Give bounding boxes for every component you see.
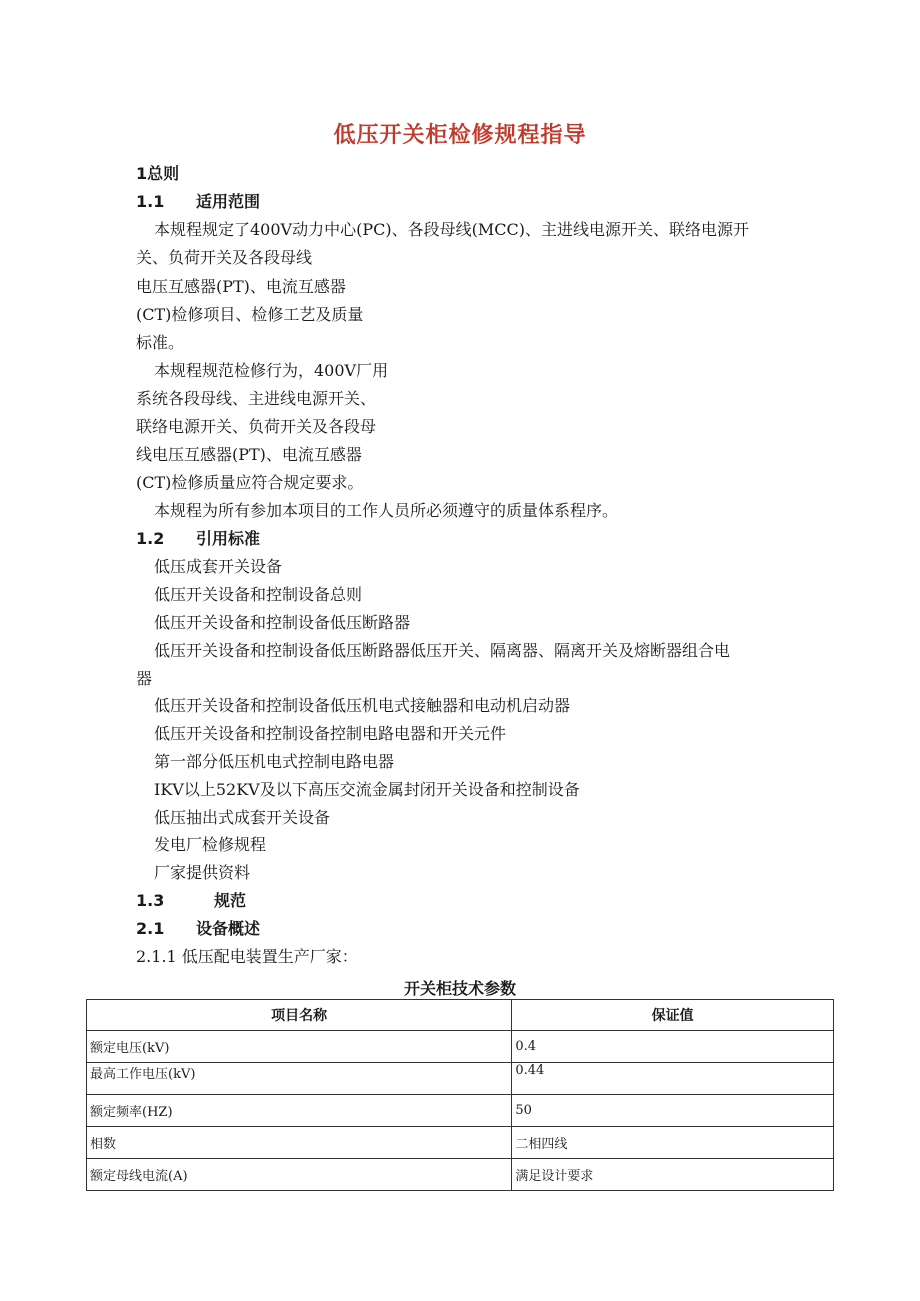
table-cell: 最高工作电压(kV) [87, 1063, 512, 1095]
section-label: 引用标准 [196, 529, 261, 548]
document-title: 低压开关柜检修规程指导 [333, 123, 587, 148]
standard-item: 低压开关设备和控制设备低压机电式接触器和电动机启动器 [154, 696, 571, 715]
table-row [87, 1127, 834, 1159]
scope-line: 线电压互感器(PT)、电流互感器 [136, 445, 362, 464]
table-cell: 50 [512, 1095, 834, 1127]
standard-item: 器 [136, 669, 153, 688]
column-header: 保证值 [512, 1000, 834, 1031]
scope-line: 本规程为所有参加本项目的工作人员所必须遵守的质量体系程序。 [154, 501, 619, 520]
standard-item: 第一部分低压机电式控制电路电器 [154, 752, 395, 771]
scope-line: 本规程规范检修行为，400V厂用 [154, 361, 389, 380]
standard-item: 低压抽出式成套开关设备 [154, 808, 331, 827]
parameters-table [86, 999, 834, 1191]
section-label: 设备概述 [196, 919, 261, 938]
scope-line: 本规程规定了400V动力中心(PC)、各段母线(MCC)、主进线电源开关、联络电源开 [154, 220, 749, 239]
standard-item: 厂家提供资料 [154, 863, 251, 882]
section-number: 1.1 [136, 192, 165, 211]
section-label: 规范 [214, 891, 247, 910]
table-row [87, 1063, 834, 1095]
table-row [87, 1159, 834, 1191]
section-1-1-heading [136, 192, 260, 212]
table-cell: 0.4 [512, 1031, 834, 1063]
column-header: 项目名称 [87, 1000, 512, 1031]
section-2-1-heading [136, 919, 260, 939]
scope-line: 电压互感器(PT)、电流互感器 [136, 277, 346, 296]
table-cell: 额定频率(HZ) [87, 1095, 512, 1127]
table-cell: 满足设计要求 [512, 1159, 834, 1191]
scope-line: 联络电源开关、负荷开关及各段母 [136, 417, 377, 436]
section-label: 适用范围 [196, 192, 261, 211]
subsection-2-1-1: 2.1.1 低压配电装置生产厂家： [136, 947, 358, 966]
table-header-row [87, 1000, 834, 1031]
section-number: 1.3 [136, 891, 165, 910]
table-row [87, 1031, 834, 1063]
table-cell: 额定电压(kV) [87, 1031, 512, 1063]
standard-item: IKV以上52KV及以下高压交流金属封闭开关设备和控制设备 [154, 780, 580, 799]
scope-line: 关、负荷开关及各段母线 [136, 248, 313, 267]
standard-item: 低压开关设备和控制设备低压断路器 [154, 613, 411, 632]
table-cell: 二相四线 [512, 1127, 834, 1159]
section-1-heading: 1总则 [136, 164, 180, 183]
table-cell: 0.44 [512, 1063, 834, 1095]
standard-item: 低压开关设备和控制设备低压断路器低压开关、隔离器、隔离开关及熔断器组合电 [154, 641, 731, 660]
section-1-2-heading [136, 529, 260, 549]
scope-line: (CT)检修项目、检修工艺及质量 [136, 305, 364, 324]
table-caption: 开关柜技术参数 [403, 979, 516, 998]
scope-line: 系统各段母线、主进线电源开关、 [136, 389, 377, 408]
table-cell: 相数 [87, 1127, 512, 1159]
table-row [87, 1095, 834, 1127]
section-number: 2.1 [136, 919, 165, 938]
scope-line: (CT)检修质量应符合规定要求。 [136, 473, 364, 492]
section-1-3-heading [136, 891, 246, 911]
scope-line: 标准。 [136, 333, 185, 352]
standard-item: 发电厂检修规程 [154, 835, 267, 854]
standard-item: 低压开关设备和控制设备控制电路电器和开关元件 [154, 724, 507, 743]
standard-item: 低压成套开关设备 [154, 557, 283, 576]
table-cell: 额定母线电流(A) [87, 1159, 512, 1191]
standard-item: 低压开关设备和控制设备总则 [154, 585, 363, 604]
section-number: 1.2 [136, 529, 165, 548]
